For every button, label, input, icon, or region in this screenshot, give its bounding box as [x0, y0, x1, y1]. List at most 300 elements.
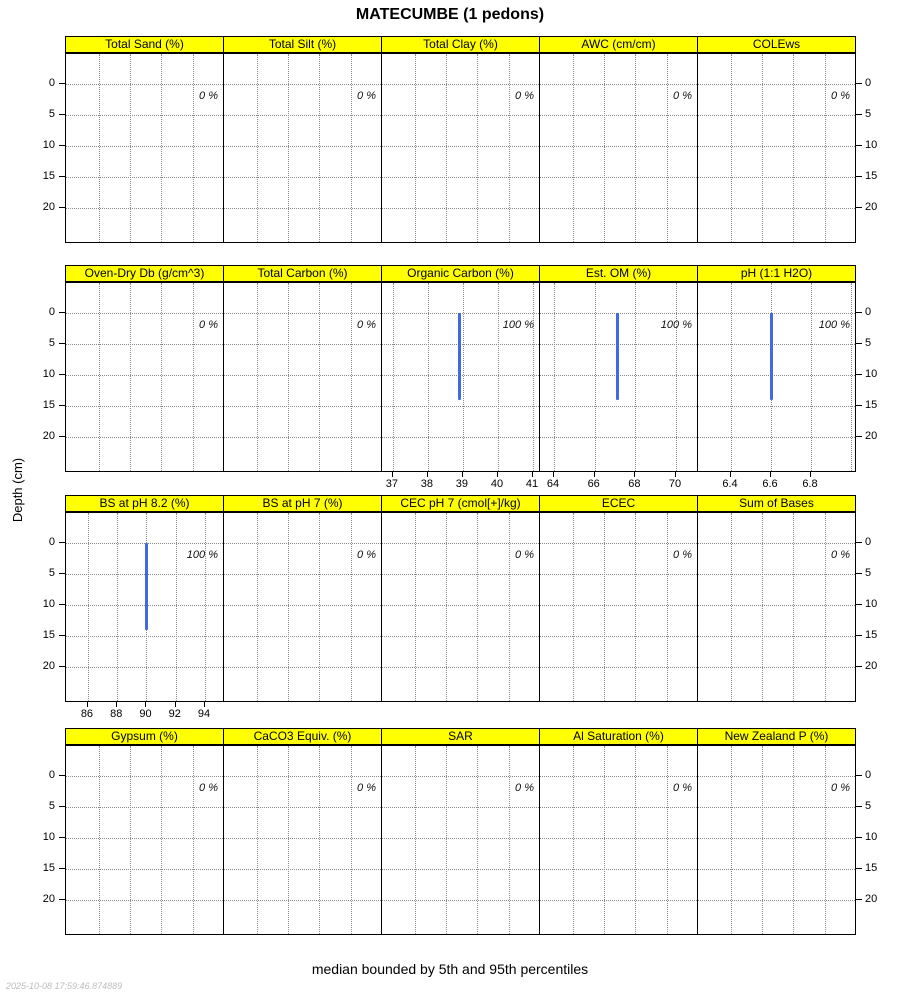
y-tick-label-right: 5: [865, 108, 872, 120]
panel-strip: [65, 495, 224, 512]
panel-strip: [539, 495, 698, 512]
x-gridline: [573, 513, 574, 701]
strip-label: New Zealand P (%): [724, 729, 829, 743]
x-gridline: [288, 283, 289, 471]
x-gridline: [161, 746, 162, 934]
y-tick-label-left: 15: [42, 170, 55, 182]
depth-gridline: [224, 869, 381, 870]
data-availability-label: 0 %: [515, 90, 534, 102]
x-tick-mark: [810, 472, 811, 477]
depth-gridline: [382, 900, 539, 901]
depth-gridline: [224, 543, 381, 544]
x-tick-mark: [634, 472, 635, 477]
y-tick-label-right: 5: [865, 337, 872, 349]
y-tick-mark-right: [856, 83, 862, 84]
panel-strip: [697, 36, 856, 53]
x-gridline: [509, 54, 510, 242]
x-gridline: [851, 283, 852, 471]
x-tick-label: 86: [80, 708, 94, 720]
y-tick-label-right: 5: [865, 800, 872, 812]
depth-gridline: [382, 807, 539, 808]
y-tick-label-left: 15: [42, 862, 55, 874]
depth-gridline: [540, 146, 697, 147]
depth-gridline: [382, 543, 539, 544]
depth-gridline: [66, 636, 223, 637]
x-gridline: [288, 746, 289, 934]
depth-gridline: [66, 344, 223, 345]
x-tick-label: 6.6: [762, 478, 778, 490]
panel-strip: [223, 265, 382, 282]
strip-label: Oven-Dry Db (g/cm^3): [84, 266, 205, 280]
data-availability-label: 100 %: [818, 319, 850, 331]
x-gridline: [635, 513, 636, 701]
y-tick-label-right: 15: [865, 629, 878, 641]
y-tick-mark-left: [59, 775, 65, 776]
depth-gridline: [540, 574, 697, 575]
y-axis-label: Depth (cm): [10, 457, 25, 523]
y-tick-mark-right: [856, 343, 862, 344]
x-gridline: [319, 283, 320, 471]
depth-gridline: [66, 84, 223, 85]
y-tick-label-left: 10: [42, 139, 55, 151]
x-gridline: [731, 746, 732, 934]
x-gridline: [176, 513, 177, 701]
y-tick-label-left: 20: [42, 430, 55, 442]
depth-gridline: [382, 869, 539, 870]
x-gridline: [762, 746, 763, 934]
x-gridline: [533, 283, 534, 471]
depth-gridline: [224, 838, 381, 839]
strip-label: Total Sand (%): [105, 37, 184, 51]
panel-strip: [539, 36, 698, 53]
y-tick-mark-right: [856, 868, 862, 869]
y-tick-mark-right: [856, 114, 862, 115]
depth-gridline: [698, 344, 855, 345]
x-gridline: [793, 54, 794, 242]
strip-label: COLEws: [752, 37, 801, 51]
y-tick-mark-right: [856, 207, 862, 208]
depth-gridline: [382, 776, 539, 777]
x-tick-mark: [427, 472, 428, 477]
data-availability-label: 0 %: [515, 782, 534, 794]
data-availability-label: 100 %: [186, 549, 218, 561]
x-tick-label: 90: [139, 708, 152, 720]
y-tick-mark-left: [59, 312, 65, 313]
depth-gridline: [382, 605, 539, 606]
depth-gridline: [698, 574, 855, 575]
x-gridline: [793, 746, 794, 934]
x-gridline: [428, 283, 429, 471]
panel: [65, 282, 224, 472]
y-tick-label-right: 10: [865, 831, 878, 843]
panel: [539, 745, 698, 935]
x-tick-label: 94: [197, 708, 211, 720]
depth-gridline: [540, 84, 697, 85]
panel: [65, 745, 224, 935]
depth-gridline: [698, 543, 855, 544]
y-tick-mark-right: [856, 775, 862, 776]
x-gridline: [193, 283, 194, 471]
strip-label: BS at pH 7 (%): [262, 496, 343, 510]
x-gridline: [99, 54, 100, 242]
y-tick-mark-left: [59, 436, 65, 437]
x-tick-mark: [770, 472, 771, 477]
y-tick-mark-left: [59, 145, 65, 146]
depth-gridline: [224, 375, 381, 376]
panel-strip: [65, 36, 224, 53]
x-gridline: [573, 746, 574, 934]
panel-strip: [697, 728, 856, 745]
depth-gridline: [382, 177, 539, 178]
data-availability-label: 100 %: [502, 319, 534, 331]
x-tick-label: 88: [110, 708, 123, 720]
x-gridline: [463, 283, 464, 471]
x-gridline: [446, 513, 447, 701]
y-tick-mark-left: [59, 207, 65, 208]
panel-strip: [539, 728, 698, 745]
data-availability-label: 0 %: [831, 549, 850, 561]
depth-gridline: [698, 406, 855, 407]
data-availability-label: 0 %: [515, 549, 534, 561]
y-tick-mark-left: [59, 868, 65, 869]
x-gridline: [762, 513, 763, 701]
depth-gridline: [66, 375, 223, 376]
strip-label: Total Silt (%): [268, 37, 337, 51]
panel: [223, 745, 382, 935]
x-gridline: [351, 746, 352, 934]
y-tick-label-right: 15: [865, 399, 878, 411]
depth-gridline: [698, 313, 855, 314]
panel-strip: [381, 728, 540, 745]
y-tick-label-right: 10: [865, 598, 878, 610]
x-gridline: [762, 54, 763, 242]
y-tick-mark-left: [59, 899, 65, 900]
depth-gridline: [698, 776, 855, 777]
depth-gridline: [698, 667, 855, 668]
y-tick-mark-right: [856, 837, 862, 838]
depth-gridline: [224, 667, 381, 668]
panel: [697, 512, 856, 702]
x-gridline: [667, 746, 668, 934]
y-tick-label-left: 20: [42, 660, 55, 672]
x-tick-label: 41: [525, 478, 539, 490]
depth-gridline: [382, 667, 539, 668]
y-tick-mark-left: [59, 343, 65, 344]
panel-strip: [539, 265, 698, 282]
x-tick-label: 92: [168, 708, 181, 720]
panel: [697, 282, 856, 472]
y-tick-label-left: 20: [42, 201, 55, 213]
panel: [697, 53, 856, 243]
x-gridline: [635, 746, 636, 934]
y-tick-label-left: 10: [42, 831, 55, 843]
x-tick-label: 6.4: [722, 478, 738, 490]
depth-gridline: [698, 807, 855, 808]
depth-gridline: [698, 838, 855, 839]
strip-label: Gypsum (%): [111, 729, 178, 743]
x-gridline: [88, 513, 89, 701]
data-availability-label: 0 %: [357, 319, 376, 331]
depth-gridline: [698, 177, 855, 178]
panel-strip: [381, 36, 540, 53]
x-gridline: [604, 54, 605, 242]
y-tick-mark-left: [59, 635, 65, 636]
y-tick-label-right: 15: [865, 862, 878, 874]
depth-gridline: [224, 636, 381, 637]
x-tick-label: 37: [385, 478, 398, 490]
y-tick-label-left: 5: [48, 108, 55, 120]
depth-gridline: [382, 146, 539, 147]
median-line: [616, 313, 619, 400]
x-gridline: [793, 513, 794, 701]
y-tick-label-right: 20: [865, 893, 878, 905]
strip-label: Total Carbon (%): [257, 266, 348, 280]
x-gridline: [351, 513, 352, 701]
chart-caption: median bounded by 5th and 95th percentiles: [311, 961, 589, 977]
y-tick-mark-right: [856, 899, 862, 900]
x-gridline: [731, 283, 732, 471]
panel-strip: [223, 728, 382, 745]
y-tick-mark-right: [856, 374, 862, 375]
chart-title: MATECUMBE (1 pedons): [355, 6, 545, 23]
depth-gridline: [66, 208, 223, 209]
y-tick-mark-right: [856, 145, 862, 146]
x-gridline: [498, 283, 499, 471]
y-tick-label-right: 0: [865, 306, 872, 318]
y-tick-mark-left: [59, 573, 65, 574]
y-tick-mark-right: [856, 436, 862, 437]
x-gridline: [825, 54, 826, 242]
strip-label: CaCO3 Equiv. (%): [253, 729, 352, 743]
x-tick-mark: [675, 472, 676, 477]
strip-label: ECEC: [601, 496, 636, 510]
data-availability-label: 0 %: [199, 782, 218, 794]
panel: [381, 53, 540, 243]
depth-gridline: [382, 208, 539, 209]
strip-label: Sum of Bases: [739, 496, 814, 510]
depth-gridline: [540, 869, 697, 870]
strip-label: BS at pH 8.2 (%): [99, 496, 190, 510]
depth-gridline: [224, 605, 381, 606]
x-tick-label: 39: [455, 478, 469, 490]
depth-gridline: [540, 807, 697, 808]
depth-gridline: [540, 636, 697, 637]
x-tick-label: 40: [490, 478, 504, 490]
x-gridline: [99, 283, 100, 471]
data-availability-label: 0 %: [357, 90, 376, 102]
x-gridline: [825, 746, 826, 934]
x-gridline: [193, 54, 194, 242]
data-availability-label: 100 %: [660, 319, 692, 331]
x-gridline: [288, 54, 289, 242]
depth-gridline: [698, 146, 855, 147]
depth-gridline: [382, 84, 539, 85]
depth-gridline: [66, 776, 223, 777]
y-tick-mark-right: [856, 806, 862, 807]
x-tick-label: 64: [546, 478, 560, 490]
depth-gridline: [540, 667, 697, 668]
x-gridline: [415, 746, 416, 934]
x-gridline: [257, 283, 258, 471]
x-gridline: [393, 283, 394, 471]
depth-gridline: [66, 146, 223, 147]
x-gridline: [117, 513, 118, 701]
x-tick-mark: [175, 702, 176, 707]
x-gridline: [604, 513, 605, 701]
x-gridline: [667, 54, 668, 242]
panel-strip: [223, 495, 382, 512]
strip-label: AWC (cm/cm): [581, 37, 656, 51]
strip-label: CEC pH 7 (cmol[+]/kg): [400, 496, 521, 510]
x-tick-mark: [116, 702, 117, 707]
x-gridline: [731, 513, 732, 701]
panel: [65, 512, 224, 702]
y-tick-label-left: 15: [42, 399, 55, 411]
y-tick-mark-left: [59, 405, 65, 406]
depth-gridline: [224, 437, 381, 438]
depth-gridline: [224, 84, 381, 85]
panel: [697, 745, 856, 935]
y-tick-label-left: 5: [48, 567, 55, 579]
y-tick-label-right: 20: [865, 430, 878, 442]
depth-gridline: [382, 115, 539, 116]
strip-label: Est. OM (%): [585, 266, 652, 280]
median-line: [770, 313, 773, 400]
depth-gridline: [224, 776, 381, 777]
panel: [381, 282, 540, 472]
x-gridline: [573, 54, 574, 242]
data-availability-label: 0 %: [831, 90, 850, 102]
panel-strip: [697, 495, 856, 512]
y-tick-label-left: 10: [42, 598, 55, 610]
depth-gridline: [382, 406, 539, 407]
depth-gridline: [698, 900, 855, 901]
depth-gridline: [540, 838, 697, 839]
panel: [223, 53, 382, 243]
depth-gridline: [66, 900, 223, 901]
depth-gridline: [224, 313, 381, 314]
render-timestamp: 2025-10-08 17:59:46.874889: [6, 981, 123, 991]
x-tick-mark: [497, 472, 498, 477]
depth-gridline: [540, 900, 697, 901]
x-gridline: [205, 513, 206, 701]
panel: [223, 282, 382, 472]
x-gridline: [257, 513, 258, 701]
x-gridline: [595, 283, 596, 471]
x-gridline: [509, 746, 510, 934]
depth-gridline: [66, 807, 223, 808]
x-gridline: [415, 54, 416, 242]
x-gridline: [509, 513, 510, 701]
y-tick-label-right: 0: [865, 536, 872, 548]
y-tick-mark-left: [59, 806, 65, 807]
data-availability-label: 0 %: [357, 549, 376, 561]
y-tick-label-right: 10: [865, 139, 878, 151]
x-gridline: [351, 54, 352, 242]
x-gridline: [477, 54, 478, 242]
depth-gridline: [224, 344, 381, 345]
x-tick-mark: [87, 702, 88, 707]
x-gridline: [319, 746, 320, 934]
y-tick-label-right: 5: [865, 567, 872, 579]
depth-gridline: [66, 177, 223, 178]
depth-gridline: [66, 313, 223, 314]
depth-gridline: [540, 776, 697, 777]
y-tick-mark-right: [856, 312, 862, 313]
depth-gridline: [698, 84, 855, 85]
x-gridline: [319, 54, 320, 242]
median-line: [458, 313, 461, 400]
panel: [539, 282, 698, 472]
data-availability-label: 0 %: [831, 782, 850, 794]
depth-gridline: [66, 667, 223, 668]
depth-gridline: [540, 208, 697, 209]
y-tick-mark-right: [856, 405, 862, 406]
x-gridline: [130, 746, 131, 934]
x-gridline: [130, 54, 131, 242]
x-gridline: [130, 283, 131, 471]
x-tick-mark: [462, 472, 463, 477]
strip-label: Al Saturation (%): [573, 729, 664, 743]
depth-gridline: [66, 406, 223, 407]
y-tick-label-left: 20: [42, 893, 55, 905]
x-gridline: [99, 746, 100, 934]
depth-gridline: [224, 574, 381, 575]
x-tick-label: 70: [668, 478, 682, 490]
depth-gridline: [540, 437, 697, 438]
depth-gridline: [224, 807, 381, 808]
depth-gridline: [224, 900, 381, 901]
x-gridline: [288, 513, 289, 701]
panel: [539, 53, 698, 243]
y-tick-mark-right: [856, 542, 862, 543]
depth-gridline: [66, 869, 223, 870]
x-gridline: [811, 283, 812, 471]
y-tick-mark-right: [856, 176, 862, 177]
x-tick-mark: [730, 472, 731, 477]
y-tick-label-right: 10: [865, 368, 878, 380]
y-tick-mark-left: [59, 83, 65, 84]
strip-label: Total Clay (%): [423, 37, 498, 51]
y-tick-label-left: 0: [48, 77, 55, 89]
y-tick-label-left: 15: [42, 629, 55, 641]
x-gridline: [257, 746, 258, 934]
depth-gridline: [540, 177, 697, 178]
y-tick-mark-right: [856, 635, 862, 636]
x-gridline: [161, 54, 162, 242]
depth-gridline: [382, 574, 539, 575]
x-gridline: [635, 283, 636, 471]
depth-gridline: [66, 437, 223, 438]
depth-gridline: [66, 115, 223, 116]
depth-gridline: [224, 406, 381, 407]
y-tick-label-right: 0: [865, 769, 872, 781]
x-tick-label: 68: [628, 478, 641, 490]
data-availability-label: 0 %: [673, 549, 692, 561]
x-tick-mark: [145, 702, 146, 707]
panel-strip: [65, 265, 224, 282]
y-tick-label-right: 0: [865, 77, 872, 89]
depth-gridline: [224, 177, 381, 178]
y-tick-label-left: 0: [48, 536, 55, 548]
y-tick-label-left: 10: [42, 368, 55, 380]
x-gridline: [257, 54, 258, 242]
y-tick-mark-left: [59, 604, 65, 605]
x-gridline: [415, 513, 416, 701]
strip-label: SAR: [448, 729, 473, 743]
data-availability-label: 0 %: [673, 90, 692, 102]
x-gridline: [319, 513, 320, 701]
